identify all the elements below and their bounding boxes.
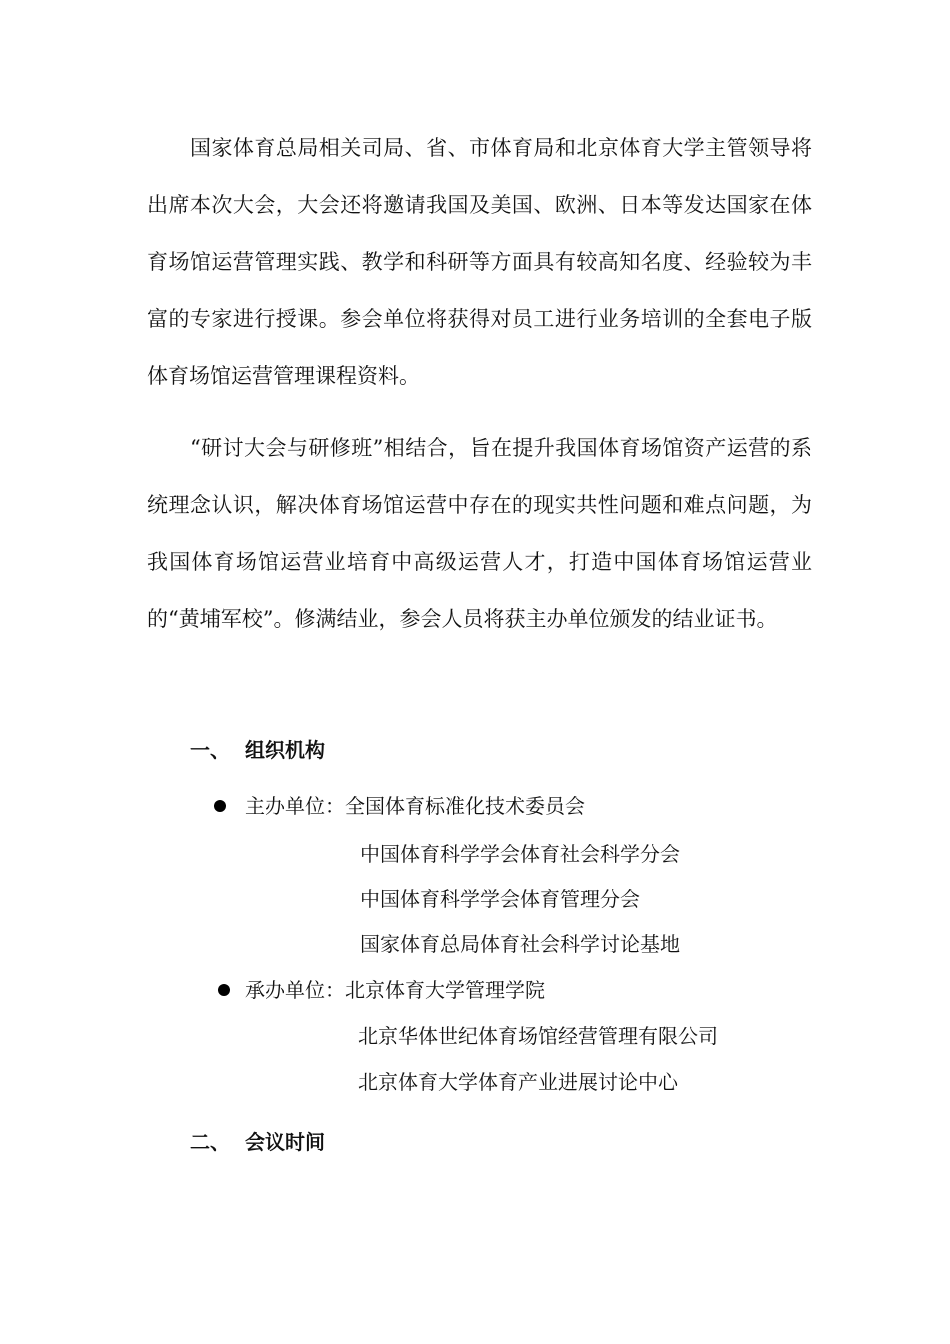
host-unit-item: 中国体育科学学会体育管理分会 — [360, 887, 640, 911]
section-heading-organization — [190, 736, 325, 764]
organizer-unit-item: 北京华体世纪体育场馆经营管理有限公司 — [358, 1024, 718, 1048]
section-heading-meeting-time — [190, 1128, 325, 1156]
bullet-icon — [214, 800, 226, 812]
bullet-icon — [218, 984, 230, 996]
intro-paragraph-1: 国家体育总局相关司局、省、市体育局和北京体育大学主管领导将出席本次大会，大会还将邀请我国及美国、欧洲、日本等发达国家在体育场馆运营管理实践、教学和科研等方面具有较高知名度、经验较为丰富的专家进行授课。参会单位将获得对员工进行业务培训的全套电子版体育场馆运营管理课程资料。 — [147, 136, 812, 388]
organizer-unit-label: 承办单位：北京体育大学管理学院 — [245, 978, 545, 1002]
host-unit-item: 中国体育科学学会体育社会科学分会 — [360, 842, 680, 866]
host-unit-item: 国家体育总局体育社会科学讨论基地 — [360, 932, 680, 956]
section-title: 组织机构 — [245, 738, 325, 762]
intro-paragraph-2: “研讨大会与研修班”相结合，旨在提升我国体育场馆资产运营的系统理念认识，解决体育场馆运营中存在的现实共性问题和难点问题，为我国体育场馆运营业培育中高级运营人才，打造中国体育场馆运营业的“黄埔军校”。修满结业，参会人员将获主办单位颁发的结业证书。 — [147, 436, 812, 631]
section-title: 会议时间 — [245, 1130, 325, 1154]
host-unit-label: 主办单位：全国体育标准化技术委员会 — [245, 794, 585, 818]
section-number: 一、 — [190, 738, 230, 762]
section-number: 二、 — [190, 1130, 230, 1154]
organizer-unit-item: 北京体育大学体育产业进展讨论中心 — [358, 1070, 678, 1094]
